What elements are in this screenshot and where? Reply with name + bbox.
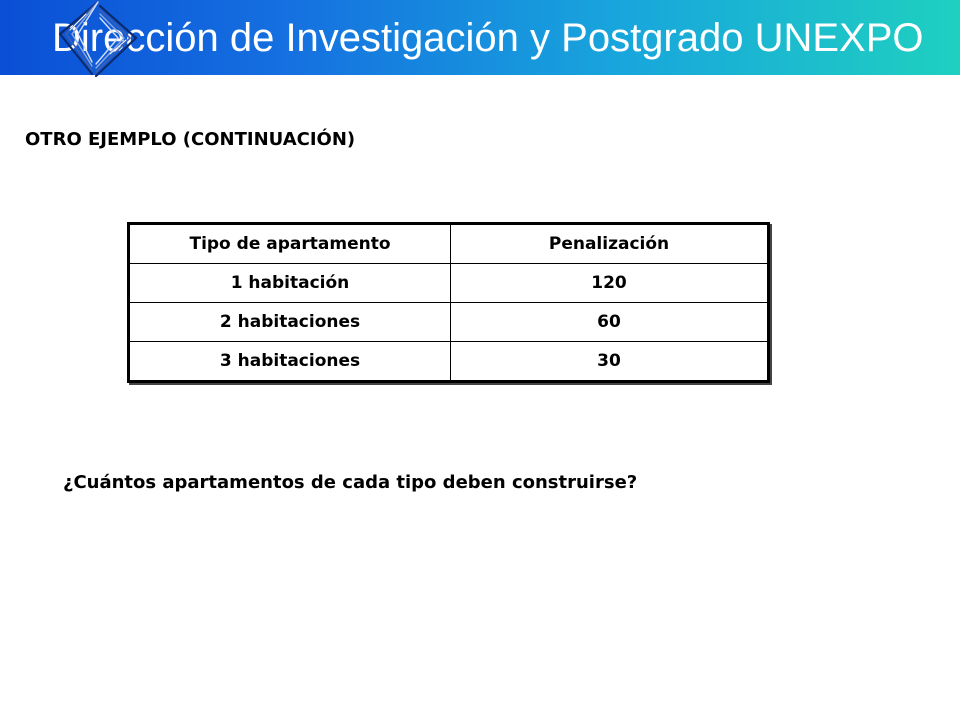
table-cell: 60 [451,303,769,342]
table-row [129,303,769,342]
question-text: ¿Cuántos apartamentos de cada tipo deben construirse? [63,472,638,493]
unexpo-logo-icon [40,0,160,78]
section-title: OTRO EJEMPLO (CONTINUACIÓN) [25,129,356,150]
penalty-table [127,222,770,383]
table-cell: 30 [451,342,769,382]
table-cell: 3 habitaciones [129,342,451,382]
table-row [129,342,769,382]
table-cell: 120 [451,264,769,303]
table-cell: 1 habitación [129,264,451,303]
table-header-row [129,224,769,264]
table-cell: 2 habitaciones [129,303,451,342]
column-header-penalizacion: Penalización [451,224,769,264]
column-header-tipo: Tipo de apartamento [129,224,451,264]
table-row [129,264,769,303]
header-title: Dirección de Investigación y Postgrado UNEXPO [52,16,924,60]
